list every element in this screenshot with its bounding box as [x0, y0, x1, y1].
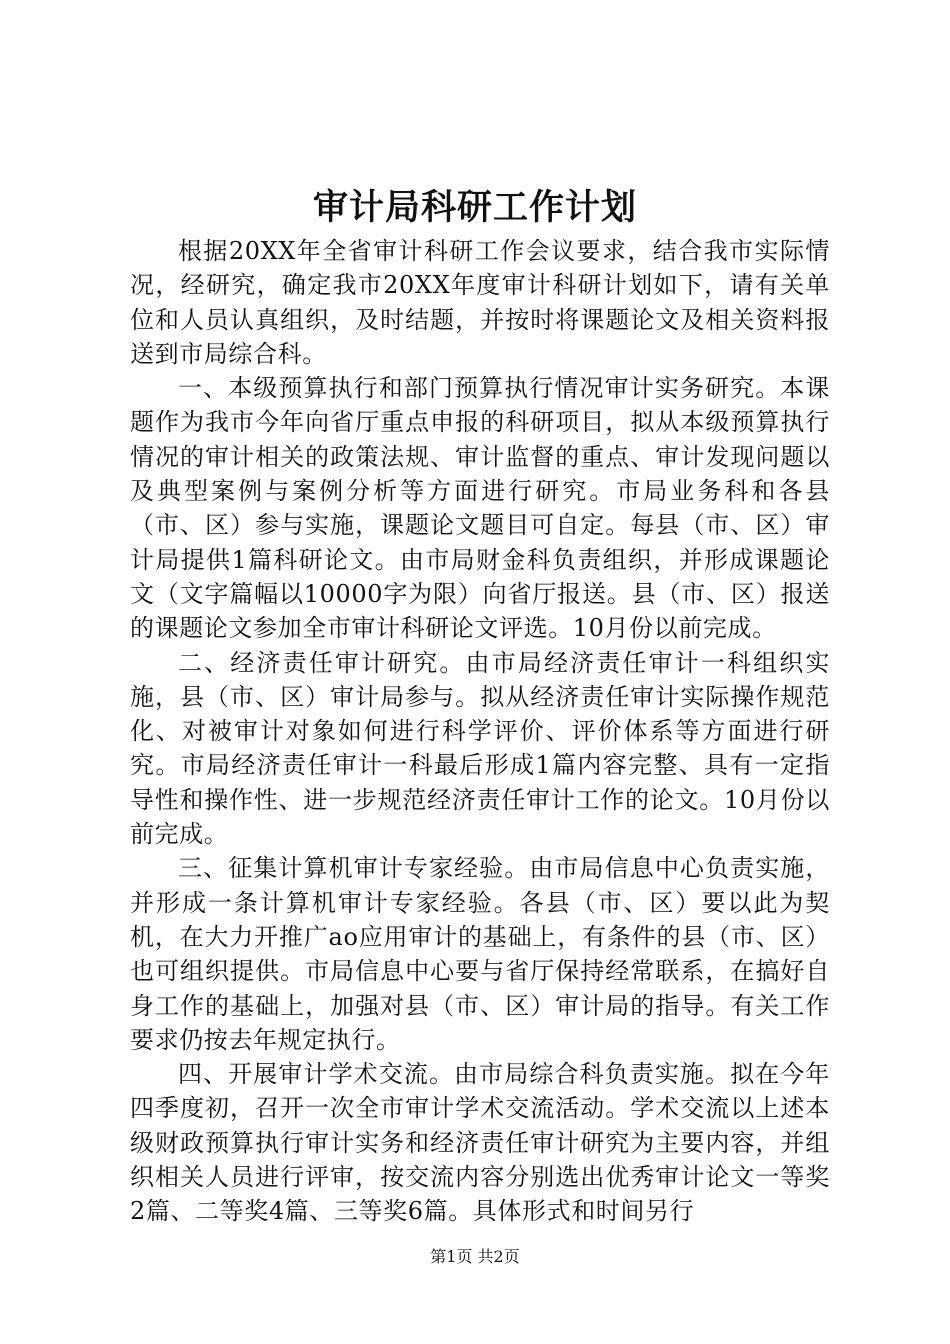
- page-number-footer: 第1页 共2页: [430, 1247, 520, 1266]
- paragraph-item-2: 二、经济责任审计研究。由市局经济责任审计一科组织实施，县（市、区）审计局参与。拟从经济责任审计实际操作规范化、对被审计对象如何进行科学评价、评价体系等方面进行研究。市局经济责任审计一科最后形成1篇内容完整、具有一定指导性和操作性、进一步规范经济责任审计工作的论文。10月份以前完成。: [130, 648, 830, 849]
- document-body: [130, 234, 830, 1229]
- document-title: 审计局科研工作计划: [312, 187, 637, 228]
- paragraph-item-1: 一、本级预算执行和部门预算执行情况审计实务研究。本课题作为我市今年向省厅重点申报的科研项目，拟从本级预算执行情况的审计相关的政策法规、审计监督的重点、审计发现问题以及典型案例与案例分析等方面进行研究。市局业务科和各县（市、区）参与实施，课题论文题目可自定。每县（市、区）审计局提供1篇科研论文。由市局财金科负责组织，并形成课题论文（文字篇幅以10000字为限）向省厅报送。县（市、区）报送的课题论文参加全市审计科研论文评选。10月份以前完成。: [130, 374, 830, 643]
- paragraph-intro: 根据20XX年全省审计科研工作会议要求，结合我市实际情况，经研究，确定我市20XX年度审计科研计划如下，请有关单位和人员认真组织，及时结题，并按时将课题论文及相关资料报送到市局综合科。: [130, 237, 830, 368]
- paragraph-item-3: 三、征集计算机审计专家经验。由市局信息中心负责实施，并形成一条计算机审计专家经验。各县（市、区）要以此为契机，在大力开推广ao应用审计的基础上，有条件的县（市、区）也可组织提供。市局信息中心要与省厅保持经常联系，在搞好自身工作的基础上，加强对县（市、区）审计局的指导。有关工作要求仍按去年规定执行。: [130, 854, 830, 1054]
- paragraph-item-4: 四、开展审计学术交流。由市局综合科负责实施。拟在今年四季度初，召开一次全市审计学术交流活动。学术交流以上述本级财政预算执行审计实务和经济责任审计研究为主要内容，并组织相关人员进行评审，按交流内容分别选出优秀审计论文一等奖2篇、二等奖4篇、三等奖6篇。具体形式和时间另行: [130, 1060, 830, 1226]
